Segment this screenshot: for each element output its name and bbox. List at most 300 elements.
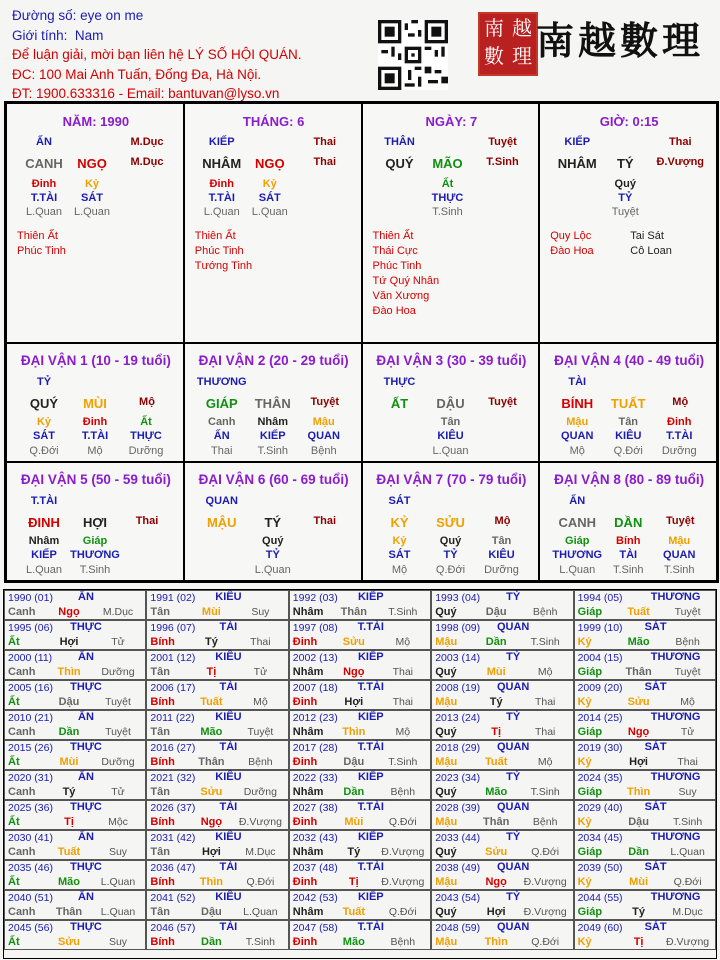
header-phone-email: ĐT: 1900.633316 - Email: bantuvan@lyso.vn — [12, 86, 280, 101]
hidden-stem: Tân — [440, 416, 461, 428]
dai-van-stem: MẬU — [206, 515, 237, 530]
annual-state: Dưỡng — [243, 786, 277, 798]
logo-seal: 南 越 數 理 — [478, 12, 538, 76]
annual-year: 2017 (28) — [292, 742, 338, 754]
annual-state: Đ.Vượng — [523, 876, 567, 888]
annual-god: T.TÀI — [357, 681, 384, 693]
annual-state: Mộ — [680, 696, 695, 708]
annual-cell — [289, 710, 431, 740]
annual-year: 1996 (07) — [150, 622, 196, 634]
brand-title: 南越數理 — [536, 18, 705, 63]
annual-god: TÀI — [219, 681, 238, 693]
annual-stem: Bính — [150, 876, 175, 888]
annual-cell — [289, 860, 431, 890]
annual-year: 2023 (34) — [435, 772, 481, 784]
annual-branch: Mùi — [344, 816, 364, 828]
annual-stem: Canh — [8, 786, 36, 798]
annual-god: THƯƠNG — [650, 891, 701, 903]
annual-state: Suy — [108, 846, 128, 858]
annual-god: SÁT — [644, 861, 667, 873]
annual-branch: Ngọ — [343, 666, 365, 678]
annual-stem: Tân — [150, 846, 170, 858]
annual-cell — [4, 830, 146, 860]
annual-god: KIÊU — [215, 891, 242, 903]
annual-branch: Mùi — [201, 606, 221, 618]
annual-god: THƯƠNG — [650, 651, 701, 663]
annual-year: 1998 (09) — [435, 622, 481, 634]
hidden-state: L.Quan — [25, 564, 63, 576]
hidden-stem: Đinh — [31, 178, 57, 190]
hidden-state: L.Quan — [254, 564, 291, 576]
annual-branch: Ngọ — [485, 876, 507, 888]
annual-state: Đ.Vượng — [381, 846, 425, 858]
pillar-branch-state: M.Dục — [130, 156, 164, 168]
hidden-state: T.Sinh — [612, 564, 644, 576]
annual-cell — [574, 740, 716, 770]
hidden-state: Bệnh — [310, 445, 337, 457]
hidden-god: KIÊU — [437, 430, 464, 442]
annual-year: 2029 (40) — [577, 802, 623, 814]
dai-van-stem: CANH — [558, 515, 597, 530]
annual-state: Đ.Vượng — [666, 936, 710, 948]
annual-branch: Dần — [343, 786, 365, 798]
pillar-state: M.Dục — [130, 136, 164, 148]
hidden-god: KIÊU — [488, 549, 515, 561]
annual-state: Suy — [251, 606, 270, 618]
annual-god: THỰC — [70, 741, 102, 753]
annual-god: TỶ — [506, 771, 521, 783]
dai-van-title: ĐẠI VẬN 4 (40 - 49 tuổi) — [554, 353, 705, 368]
dai-van-cell — [6, 462, 184, 581]
annual-state: Mộ — [537, 666, 553, 678]
star-name: Thiên Ất — [372, 230, 414, 242]
annual-god: THỰC — [70, 621, 102, 633]
annual-year: 2019 (30) — [577, 742, 623, 754]
pillar-cell — [362, 103, 540, 343]
annual-stem: Bính — [150, 756, 175, 768]
annual-state: Suy — [108, 936, 128, 948]
annual-god: KIÊU — [215, 831, 242, 843]
dai-van-branch: MÙI — [83, 396, 107, 411]
annual-god: TỶ — [506, 831, 521, 843]
annual-cell — [289, 770, 431, 800]
annual-branch: Mùi — [486, 666, 506, 678]
annual-branch: Hợi — [486, 906, 506, 918]
annual-year: 2048 (59) — [435, 922, 481, 934]
annual-year: 2002 (13) — [292, 652, 338, 664]
hidden-stem: Tân — [491, 535, 512, 547]
annual-stem: Giáp — [577, 726, 603, 738]
hidden-stem: Nhâm — [257, 416, 289, 428]
annual-stem: Nhâm — [292, 786, 324, 798]
annual-year: 2044 (55) — [577, 892, 623, 904]
annual-branch: Tị — [348, 876, 359, 888]
annual-god: KIÊU — [215, 651, 242, 663]
annual-branch: Tuất — [484, 756, 508, 768]
dai-van-branch: DẦN — [614, 515, 643, 530]
annual-god: ẤN — [78, 591, 94, 603]
annual-year: 2038 (49) — [435, 862, 481, 874]
annual-branch: Tý — [347, 846, 361, 858]
annual-cell — [4, 620, 146, 650]
annual-stem: Bính — [150, 636, 175, 648]
annual-branch: Mùi — [59, 756, 79, 768]
annual-branch: Thìn — [199, 876, 223, 888]
hidden-stem: Ất — [441, 178, 454, 190]
annual-branch: Sửu — [627, 696, 650, 708]
annual-year: 1997 (08) — [292, 622, 338, 634]
dai-van-cell — [362, 343, 540, 462]
pillar-cell — [6, 103, 184, 343]
hidden-stem: Đinh — [82, 416, 108, 428]
hidden-state: Dưỡng — [128, 445, 164, 457]
hidden-god: THƯƠNG — [552, 549, 603, 561]
annual-stem: Canh — [8, 666, 36, 678]
hidden-god: TỶ — [618, 192, 633, 204]
annual-stem: Mậu — [435, 816, 458, 828]
annual-cell — [574, 830, 716, 860]
hidden-state: Q.Đới — [435, 564, 466, 576]
annual-stem: Nhâm — [292, 606, 324, 618]
dai-van-god: ẤN — [569, 495, 586, 507]
annual-branch: Thân — [483, 816, 510, 828]
annual-branch: Tý — [204, 636, 218, 648]
annual-state: Tuyệt — [674, 606, 701, 618]
annual-god: ẤN — [78, 651, 94, 663]
annual-god: KIÊU — [215, 711, 242, 723]
annual-state: Bệnh — [675, 636, 700, 648]
pillar-branch: NGỌ — [77, 156, 107, 171]
annual-state: L.Quan — [243, 906, 278, 918]
annual-year: 2009 (20) — [577, 682, 623, 694]
annual-branch: Sửu — [342, 636, 365, 648]
annual-god: SÁT — [644, 681, 667, 693]
hidden-state: Dưỡng — [484, 564, 519, 576]
hidden-state: Tuyệt — [611, 206, 639, 218]
annual-year: 2026 (37) — [150, 802, 196, 814]
annual-branch: Tý — [489, 696, 503, 708]
annual-state: Mộc — [108, 816, 128, 828]
annual-year: 2034 (45) — [577, 832, 623, 844]
star-name: Cô Loan — [630, 245, 672, 257]
dai-van-god: TỶ — [36, 376, 52, 388]
annual-branch: Thìn — [484, 936, 508, 948]
annual-state: Q.Đới — [388, 906, 417, 918]
dai-van-god: T.TÀI — [30, 495, 58, 507]
annual-stem: Kỷ — [577, 756, 592, 768]
annual-god: T.TÀI — [357, 861, 384, 873]
annual-state: Bệnh — [390, 936, 416, 948]
annual-branch: Tuất — [342, 906, 365, 918]
annual-stem: Quý — [435, 846, 457, 858]
annual-cell — [289, 890, 431, 920]
annual-cell — [574, 620, 716, 650]
annual-god: T.TÀI — [357, 621, 384, 633]
dai-van-stem: BÍNH — [561, 396, 594, 411]
annual-branch: Thân — [55, 906, 83, 918]
annual-stem: Kỷ — [577, 876, 592, 888]
annual-branch: Thân — [625, 666, 652, 678]
pillar-stem: CANH — [25, 156, 63, 171]
annual-god: QUAN — [496, 681, 530, 693]
annual-year: 2020 (31) — [8, 772, 53, 784]
pillar-god: THÂN — [384, 136, 415, 148]
annual-cell — [289, 800, 431, 830]
annual-stem: Canh — [8, 846, 36, 858]
annual-stem: Giáp — [577, 606, 603, 618]
annual-branch: Hợi — [629, 756, 648, 768]
annual-branch: Sửu — [200, 786, 223, 798]
star-name: Tai Sát — [630, 230, 664, 242]
annual-branch: Tị — [206, 666, 217, 678]
annual-branch: Thìn — [626, 786, 651, 798]
annual-state: Mộ — [253, 696, 268, 708]
dai-van-title: ĐẠI VẬN 5 (50 - 59 tuổi) — [20, 472, 171, 487]
annual-cell — [574, 770, 716, 800]
annual-year: 2024 (35) — [577, 772, 623, 784]
annual-branch: Sửu — [485, 846, 508, 858]
hidden-god: TỶ — [265, 549, 280, 561]
hidden-god: SÁT — [258, 192, 281, 204]
annual-god: TÀI — [219, 741, 238, 753]
pillar-branch: TÝ — [616, 156, 634, 171]
hidden-god: KIÊU — [615, 430, 642, 442]
annual-cell — [4, 680, 146, 710]
annual-branch: Ngọ — [627, 726, 650, 738]
dai-van-state: Mộ — [672, 396, 689, 408]
annual-stem: Canh — [8, 726, 36, 738]
star-name: Văn Xương — [372, 290, 430, 302]
annual-year: 2033 (44) — [435, 832, 481, 844]
dai-van-god: THỰC — [383, 376, 416, 388]
annual-branch: Thìn — [342, 726, 366, 738]
header-contact: Để luận giải, mời bạn liên hệ LÝ SỐ HỘI QUÁN. — [12, 47, 302, 62]
hidden-stem: Giáp — [82, 535, 108, 547]
hidden-stem: Quý — [439, 535, 462, 547]
qr-code-icon — [378, 20, 448, 90]
annual-year: 2042 (53) — [292, 892, 338, 904]
annual-state: Thai — [534, 696, 556, 708]
annual-year: 1991 (02) — [150, 592, 196, 604]
annual-cell — [146, 740, 288, 770]
annual-god: SÁT — [644, 921, 667, 933]
annual-stem: Đinh — [292, 816, 318, 828]
dai-van-god: THƯƠNG — [196, 376, 247, 388]
annual-branch: Dậu — [628, 816, 649, 828]
annual-branch: Dậu — [58, 696, 80, 708]
annual-cell — [574, 650, 716, 680]
annual-god: ẤN — [78, 771, 94, 783]
dai-van-god: SÁT — [388, 495, 411, 507]
dai-van-title: ĐẠI VẬN 1 (10 - 19 tuổi) — [20, 353, 171, 368]
annual-cell — [431, 650, 573, 680]
annual-branch: Dậu — [201, 906, 222, 918]
annual-state: Bệnh — [248, 756, 273, 768]
dai-van-branch: SỬU — [436, 515, 465, 530]
hidden-state: L.Quan — [432, 445, 469, 457]
annual-year: 2049 (60) — [577, 922, 623, 934]
dai-van-state: Tuyệt — [310, 396, 340, 408]
hidden-god: T.TÀI — [81, 430, 109, 442]
annual-stem: Ất — [8, 696, 20, 708]
annual-state: Bệnh — [390, 786, 416, 798]
annual-state: Dưỡng — [101, 666, 135, 678]
annual-year: 2010 (21) — [8, 712, 53, 724]
annual-branch: Tý — [632, 906, 646, 918]
annual-stem: Mậu — [435, 876, 458, 888]
gender-value: Nam — [74, 27, 104, 43]
annual-state: T.Sinh — [388, 756, 418, 768]
hidden-god: THỰC — [431, 192, 464, 204]
annual-god: KIẾP — [357, 891, 384, 903]
annual-branch: Dậu — [343, 756, 365, 768]
annual-stem: Giáp — [577, 906, 603, 918]
hidden-stem: Nhâm — [28, 535, 60, 547]
annual-year: 2006 (17) — [150, 682, 196, 694]
hidden-stem: Tân — [618, 416, 639, 428]
annual-cell — [289, 740, 431, 770]
hidden-stem: Kỷ — [262, 178, 277, 190]
hidden-god: SÁT — [81, 192, 103, 204]
hidden-state: Mộ — [391, 564, 408, 576]
annual-god: TỶ — [506, 591, 521, 603]
annual-state: Thai — [392, 666, 414, 678]
annual-state: Tuyệt — [674, 666, 701, 678]
hidden-stem: Đinh — [667, 416, 692, 428]
annual-year: 2012 (23) — [292, 712, 338, 724]
annual-branch: Ngọ — [200, 816, 223, 828]
annual-branch: Dần — [628, 846, 649, 858]
annual-god: TÀI — [219, 861, 238, 873]
annual-stem: Ất — [8, 756, 20, 768]
annual-god: TỶ — [506, 651, 521, 663]
annual-branch: Dần — [201, 936, 222, 948]
hidden-god: SÁT — [33, 430, 55, 442]
hidden-god: SÁT — [388, 549, 411, 561]
annual-year: 2004 (15) — [577, 652, 623, 664]
annual-state: T.Sinh — [245, 936, 275, 948]
annual-god: THỰC — [70, 921, 102, 933]
hidden-state: T.Sinh — [257, 445, 289, 457]
annual-year: 2001 (12) — [150, 652, 196, 664]
dai-van-branch: TÝ — [264, 515, 282, 530]
annual-cell — [146, 800, 288, 830]
annual-branch: Hợi — [201, 846, 221, 858]
annual-stem: Tân — [150, 906, 170, 918]
annual-state: M.Dục — [102, 606, 134, 618]
dai-van-state: Mộ — [494, 515, 511, 527]
annual-cell — [146, 710, 288, 740]
hidden-state: Mộ — [87, 445, 103, 457]
annual-cell — [4, 860, 146, 890]
annual-stem: Ất — [8, 636, 20, 648]
annual-cell — [574, 710, 716, 740]
annual-stem: Quý — [435, 666, 457, 678]
star-name: Phúc Tinh — [372, 260, 422, 272]
annual-year: 2041 (52) — [150, 892, 196, 904]
annual-stem: Quý — [435, 606, 457, 618]
annual-cell — [289, 650, 431, 680]
hidden-god: T.TÀI — [30, 192, 58, 204]
annual-cell — [431, 890, 573, 920]
annual-cell — [4, 920, 146, 950]
annual-god: KIÊU — [215, 591, 242, 603]
dai-van-branch: DẬU — [436, 396, 465, 411]
annual-branch: Mão — [342, 936, 365, 948]
hidden-state: L.Quan — [559, 564, 596, 576]
annual-state: Thai — [250, 636, 271, 648]
annual-state: Suy — [678, 786, 697, 798]
annual-branch: Dậu — [485, 606, 507, 618]
annual-cell — [574, 590, 716, 620]
pillar-title: THÁNG: 6 — [242, 114, 305, 129]
pillar-state: Thai — [313, 136, 337, 148]
annual-stem: Giáp — [577, 786, 603, 798]
dai-van-state: Tuyệt — [665, 515, 695, 527]
hidden-state: Q.Đới — [29, 445, 59, 457]
dai-van-state: Mộ — [139, 396, 155, 408]
annual-cell — [146, 770, 288, 800]
pillar-stem: NHÂM — [202, 156, 242, 171]
annual-cell — [431, 770, 573, 800]
hidden-stem: Giáp — [565, 535, 590, 547]
annual-stem: Đinh — [292, 756, 318, 768]
annual-year: 2000 (11) — [8, 652, 53, 664]
annual-stem: Canh — [8, 906, 36, 918]
annual-year: 2039 (50) — [577, 862, 623, 874]
annual-year: 1999 (10) — [577, 622, 623, 634]
dai-van-state: Tuyệt — [488, 396, 517, 408]
hidden-god: ẤN — [213, 430, 230, 442]
annual-stem: Đinh — [292, 876, 318, 888]
annual-stem: Mậu — [435, 936, 458, 948]
hidden-state: T.Sinh — [79, 564, 111, 576]
annual-state: Thai — [534, 726, 556, 738]
annual-year: 2007 (18) — [292, 682, 338, 694]
annual-branch: Hợi — [59, 636, 79, 648]
hidden-god: THỰC — [130, 430, 162, 442]
annual-branch: Thân — [198, 756, 225, 768]
annual-god: TỶ — [506, 891, 521, 903]
hidden-stem: Quý — [262, 535, 284, 547]
hidden-state: Dưỡng — [661, 445, 697, 457]
annual-god: THƯƠNG — [650, 591, 701, 603]
annual-cell — [289, 830, 431, 860]
annual-table — [3, 589, 717, 959]
annual-stem: Mậu — [435, 636, 458, 648]
annual-cell — [146, 620, 288, 650]
annual-state: Q.Đới — [673, 876, 702, 888]
dai-van-state: Thai — [313, 515, 337, 527]
hidden-stem: Canh — [208, 416, 236, 428]
annual-year: 2045 (56) — [8, 922, 53, 934]
header-name: Đường số: eye on me — [12, 8, 144, 23]
dai-van-god: QUAN — [205, 495, 238, 507]
annual-year: 1990 (01) — [8, 592, 53, 604]
dai-van-stem: GIÁP — [205, 396, 238, 411]
hidden-god: TỶ — [443, 549, 458, 561]
annual-god: KIẾP — [357, 771, 384, 783]
annual-stem: Tân — [150, 666, 170, 678]
hidden-state: L.Quan — [203, 206, 240, 218]
annual-god: TÀI — [219, 801, 238, 813]
dai-van-title: ĐẠI VẬN 6 (60 - 69 tuổi) — [198, 472, 349, 487]
annual-year: 2003 (14) — [435, 652, 481, 664]
annual-cell — [4, 800, 146, 830]
annual-state: L.Quan — [100, 906, 136, 918]
annual-god: THỰC — [70, 681, 102, 693]
dai-van-cell — [362, 462, 540, 581]
